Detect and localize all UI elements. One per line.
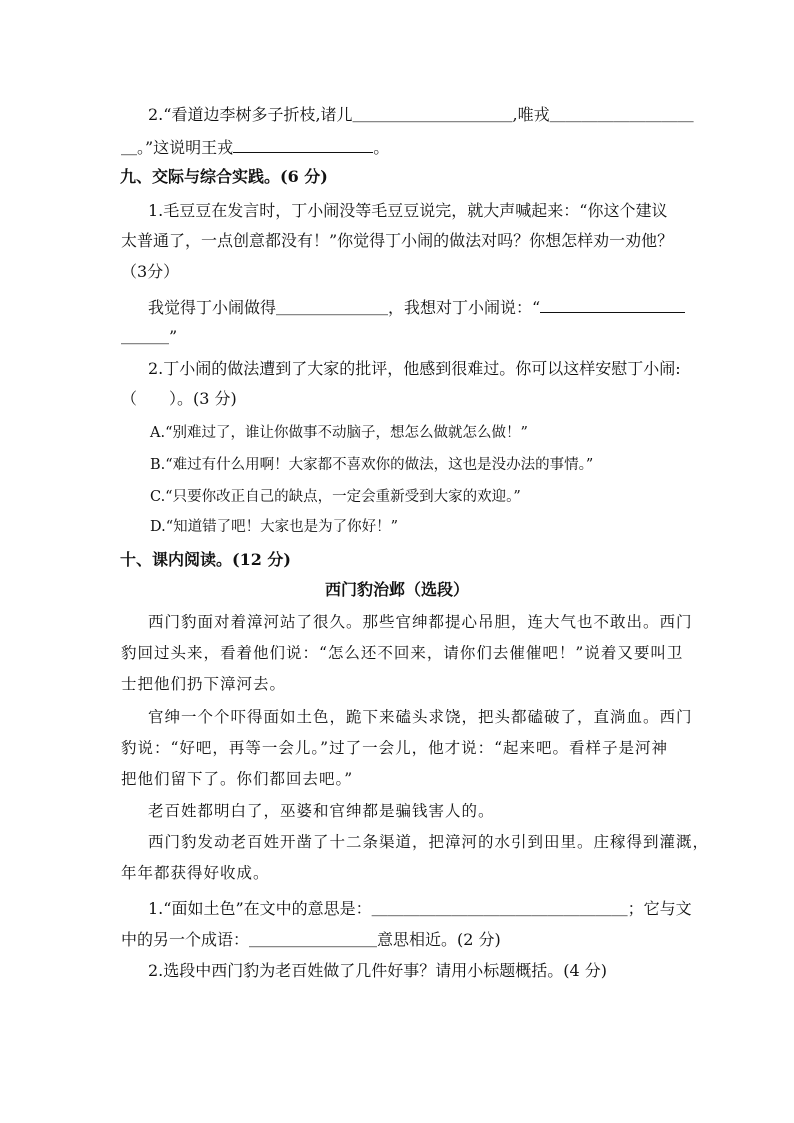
s9-q1-answer-line2: ＿＿＿” xyxy=(121,327,178,346)
section-9-title: 九、交际与综合实践。(6 分) xyxy=(120,167,328,186)
passage-p2-l3: 把他们留下了。你们都回去吧。” xyxy=(121,770,354,788)
s9-q1-answer-line1 xyxy=(0,296,794,319)
option-d[interactable]: D.“知道错了吧！大家也是为了你好！” xyxy=(150,519,399,535)
passage-title: 西门豹治邺（选段） xyxy=(324,580,469,599)
option-c[interactable]: C.“只要你改正自己的缺点，一定会重新受到大家的欢迎。” xyxy=(150,489,521,505)
passage-p1-l1: 西门豹面对着漳河站了很久。那些官绅都提心吊胆，连大气也不敢出。西门 xyxy=(148,613,693,631)
q8-2-line2-end: 。 xyxy=(373,138,390,157)
answer-blank[interactable] xyxy=(233,136,373,153)
s9-q1-line2: 太普通了，一点创意都没有！”你觉得丁小闹的做法对吗？你想怎样劝一劝他？ xyxy=(121,231,674,250)
s9-q2-line2: （ ）。(3 分) xyxy=(121,389,237,408)
passage-p4-l1: 西门豹发动老百姓开凿了十二条渠道，把漳河的水引到田里。庄稼得到灌溉， xyxy=(148,833,710,851)
s10-q1-line2: 中的另一个成语：＿＿＿＿＿＿＿＿意思相近。(2 分) xyxy=(121,930,501,949)
option-b[interactable]: B.“难过有什么用啊！大家都不喜欢你的做法，这也是没办法的事情。” xyxy=(150,457,594,473)
passage-p2-l1: 官绅一个个吓得面如土色，跪下来磕头求饶，把头都磕破了，直淌血。西门 xyxy=(148,708,693,726)
passage-p3-l1: 老百姓都明白了，巫婆和官绅都是骗钱害人的。 xyxy=(148,802,495,820)
s9-q2-line1: 2.丁小闹的做法遭到了大家的批评，他感到很难过。你可以这样安慰丁小闹: xyxy=(148,359,681,378)
section-10-title: 十、课内阅读。(12 分) xyxy=(120,550,291,569)
passage-p4-l2: 年年都获得好收成。 xyxy=(121,864,270,882)
q8-2-line2 xyxy=(0,136,794,159)
s10-q2-line1: 2.选段中西门豹为老百姓做了几件好事？请用小标题概括。(4 分) xyxy=(148,961,608,980)
q8-2-line1: 2.“看道边李树多子折枝,诸儿＿＿＿＿＿＿＿＿＿＿,唯戎＿＿＿＿＿＿＿＿＿ xyxy=(148,105,694,124)
s9-q1-answer-text: 我觉得丁小闹做得＿＿＿＿＿＿＿，我想对丁小闹说：“ xyxy=(148,298,541,317)
answer-blank[interactable] xyxy=(540,296,685,313)
s10-q1-line1: 1.“面如土色”在文中的意思是：＿＿＿＿＿＿＿＿＿＿＿＿＿＿＿＿；它与文 xyxy=(148,899,692,918)
s9-q1-line1: 1.毛豆豆在发言时，丁小闹没等毛豆豆说完，就大声喊起来：“你这个建议 xyxy=(148,201,668,220)
s9-q1-line3: （3分） xyxy=(121,262,180,281)
option-a[interactable]: A.“别难过了，谁让你做事不动脑子，想怎么做就怎么做！” xyxy=(150,425,528,441)
q8-2-line2-text: ＿。”这说明王戎 xyxy=(121,138,234,157)
passage-p2-l2: 豹说：“好吧，再等一会儿。”过了一会儿，他才说：“起来吧。看样子是河神 xyxy=(121,739,669,757)
passage-p1-l2: 豹回过头来，看着他们说：“怎么还不回来，请你们去催催吧！”说着又要叫卫 xyxy=(121,644,684,662)
passage-p1-l3: 士把他们扔下漳河去。 xyxy=(121,675,287,693)
